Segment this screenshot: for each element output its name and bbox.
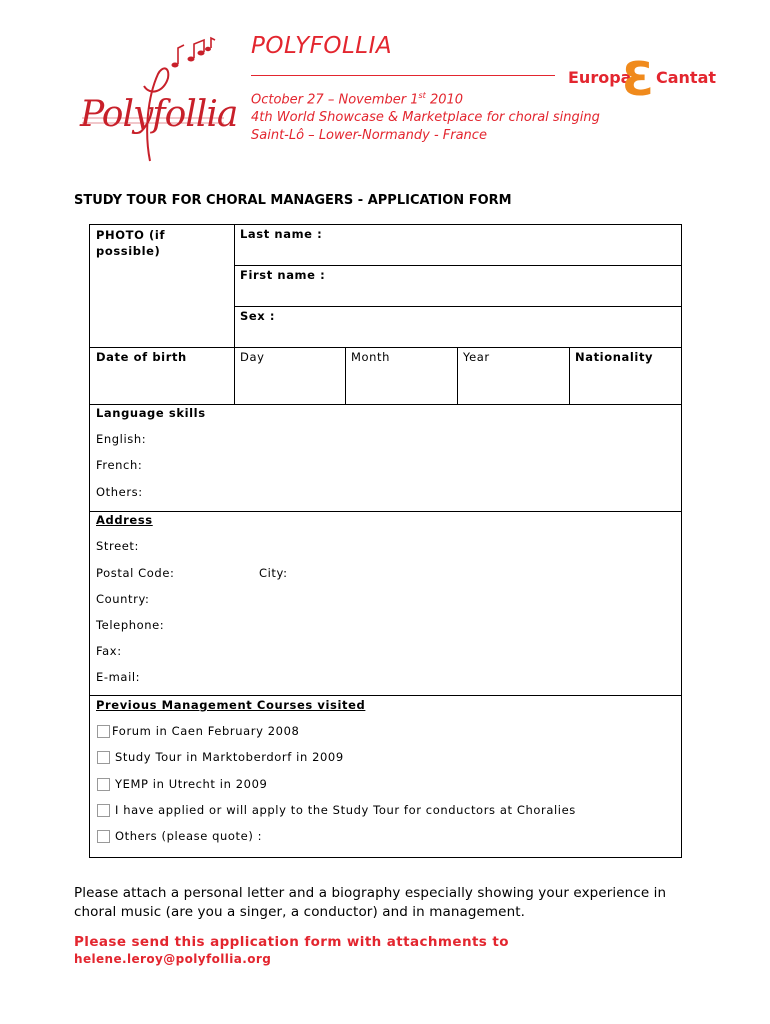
course-option-label: Others (please quote) : [115,829,263,843]
dob-year-field[interactable]: Year [457,347,570,405]
address-heading: Address [96,513,153,527]
dob-day-field[interactable]: Day [234,347,346,405]
event-location: Saint-Lô – Lower-Normandy - France [251,128,487,143]
postal-code-field[interactable]: Postal Code: [96,566,175,580]
country-field[interactable]: Country: [96,592,150,606]
course-option-label: Study Tour in Marktoberdorf in 2009 [115,750,344,764]
course-option-label: Forum in Caen February 2008 [112,724,300,738]
photo-label: PHOTO (if possible) [96,228,166,258]
language-heading: Language skills [96,406,206,420]
page-title: POLYFOLLIA [251,33,393,59]
english-field[interactable]: English: [96,432,147,446]
title-divider [251,75,555,76]
dob-label-cell: Date of birth [89,347,235,405]
dob-month-field[interactable]: Month [345,347,458,405]
instruction-line-1: Please attach a personal letter and a biography especially showing your experience in [74,885,667,901]
photo-cell[interactable] [89,224,235,348]
course-checkbox[interactable] [97,804,110,817]
course-checkbox[interactable] [97,725,110,738]
city-field[interactable]: City: [259,566,288,580]
course-checkbox[interactable] [97,778,110,791]
previous-courses-section [89,695,682,858]
course-option-label: YEMP in Utrecht in 2009 [115,777,268,791]
french-field[interactable]: French: [96,458,143,472]
europa-cantat-mark-icon: Ɛ [622,52,655,106]
nationality-field[interactable]: Nationality [569,347,682,405]
last-name-field[interactable]: Last name : [234,224,682,266]
email-field[interactable]: E-mail: [96,670,141,684]
course-option-label: I have applied or will apply to the Study Tour for conductors at Choralies [115,803,576,817]
course-checkbox[interactable] [97,830,110,843]
europa-cantat-logo: Europa Ɛ Cantat [568,52,717,106]
sex-field[interactable]: Sex : [234,306,682,348]
address-section [89,511,682,696]
street-field[interactable]: Street: [96,539,140,553]
instruction-line-2: choral music (are you a singer, a conductor) and in management. [74,904,526,920]
language-skills-section [89,404,682,512]
first-name-field[interactable]: First name : [234,265,682,307]
polyfollia-logo [78,36,238,166]
form-title: STUDY TOUR FOR CHORAL MANAGERS - APPLICATION FORM [74,193,512,208]
logo-text: Polyfollia [80,94,238,135]
telephone-field[interactable]: Telephone: [96,618,165,632]
course-checkbox[interactable] [97,751,110,764]
event-dates: October 27 – November 1st 2010 [251,91,464,108]
other-languages-field[interactable]: Others: [96,485,143,499]
send-instruction: Please send this application form with attachments to [74,934,509,950]
courses-heading: Previous Management Courses visited [96,698,366,712]
event-subtitle: 4th World Showcase & Marketplace for choral singing [251,110,600,125]
fax-field[interactable]: Fax: [96,644,122,658]
contact-email-link[interactable]: helene.leroy@polyfollia.org [74,952,272,966]
